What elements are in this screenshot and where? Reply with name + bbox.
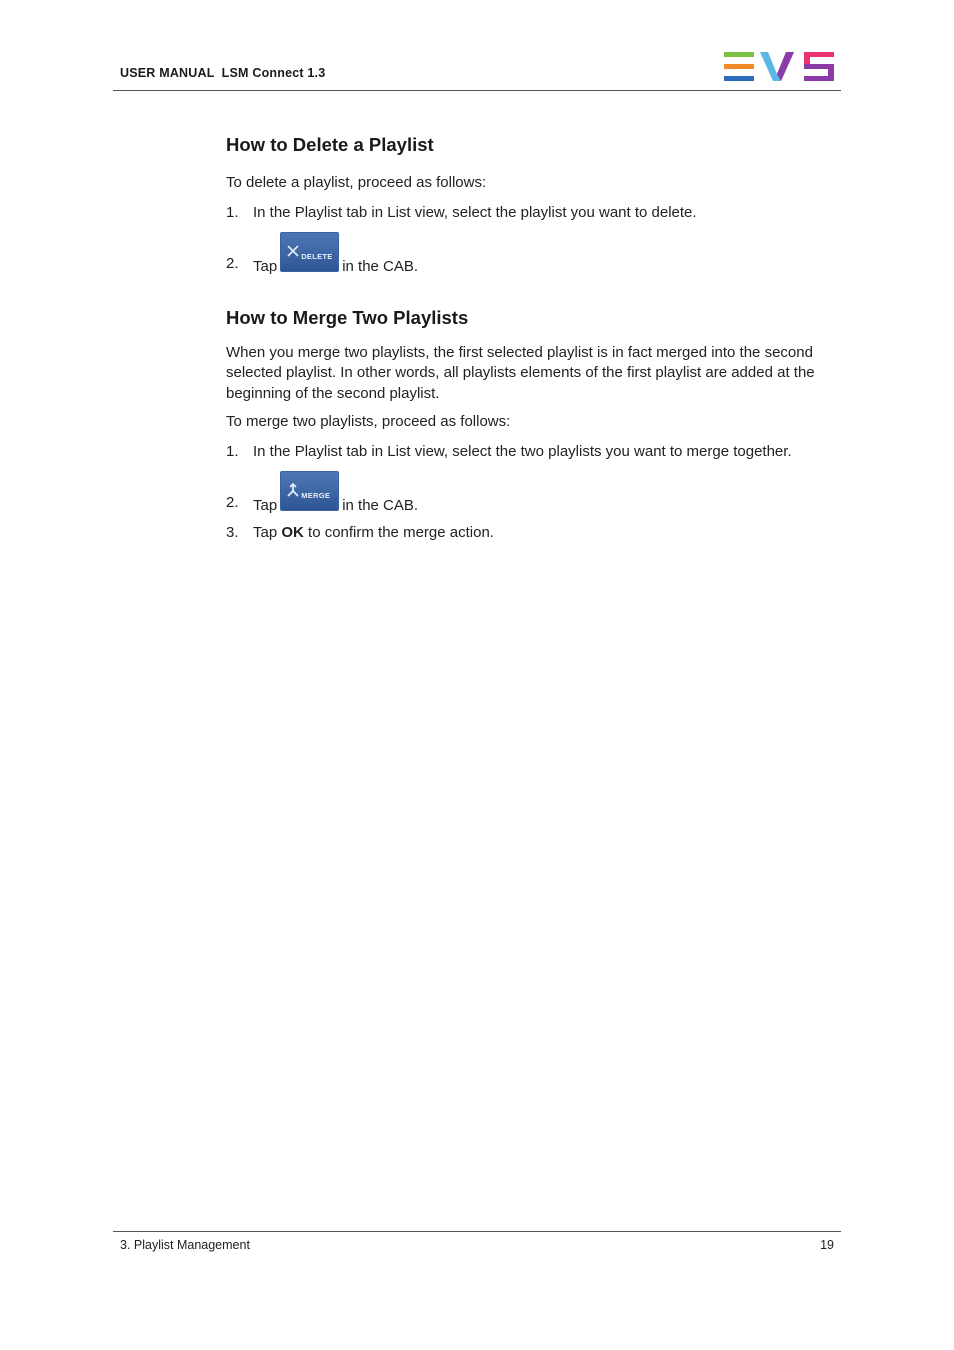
evs-logo — [724, 52, 836, 82]
step-number: 1. — [226, 203, 239, 221]
step-number: 3. — [226, 523, 239, 541]
delete-button-image — [280, 232, 339, 272]
tap-label: Tap — [253, 496, 278, 514]
delete-intro: To delete a playlist, proceed as follows: — [226, 174, 487, 191]
tap-label: Tap — [253, 523, 278, 541]
merge-explanation: When you merge two playlists, the first selected playlist is in fact merged into the second selected playlist. In other words, all playlists elements of the first playlist are added at the beginning of the second playlist. — [226, 343, 815, 402]
merge-step-2 — [226, 471, 841, 516]
confirm-text: to confirm the merge action. — [308, 523, 494, 541]
cab-text: in the CAB. — [342, 496, 419, 514]
merge-intro: To merge two playlists, proceed as follows: — [226, 413, 511, 430]
cab-text: in the CAB. — [342, 257, 419, 275]
step-text: In the Playlist tab in List view, select the two playlists you want to merge together. — [253, 442, 792, 460]
close-x-icon — [285, 243, 301, 259]
step-number: 2. — [226, 493, 239, 511]
step-number: 1. — [226, 442, 239, 460]
merge-arrow-icon — [285, 482, 301, 498]
footer-section-title: 3. Playlist Management — [120, 1238, 250, 1252]
tap-label: Tap — [253, 257, 278, 275]
step-text: In the Playlist tab in List view, select the playlist you want to delete. — [253, 203, 697, 221]
merge-playlists-heading: How to Merge Two Playlists — [226, 306, 469, 328]
step-text — [253, 232, 841, 277]
step-text — [253, 471, 841, 516]
step-number: 2. — [226, 254, 239, 272]
delete-step-2 — [226, 232, 841, 277]
merge-step-3 — [226, 523, 841, 543]
ok-label: OK — [281, 523, 304, 541]
delete-button-label: DELETE — [301, 251, 333, 261]
manual-title: USER MANUAL LSM Connect 1.3 — [120, 66, 326, 80]
header-divider — [113, 90, 841, 91]
merge-step-1 — [226, 442, 841, 462]
page-number: 19 — [820, 1238, 834, 1252]
main-content — [226, 134, 841, 543]
merge-button-label: MERGE — [301, 490, 331, 500]
merge-button-image — [280, 471, 339, 511]
delete-step-1 — [226, 203, 841, 223]
step-text — [253, 523, 841, 543]
delete-playlist-heading: How to Delete a Playlist — [226, 134, 434, 155]
footer-divider — [113, 1231, 841, 1232]
